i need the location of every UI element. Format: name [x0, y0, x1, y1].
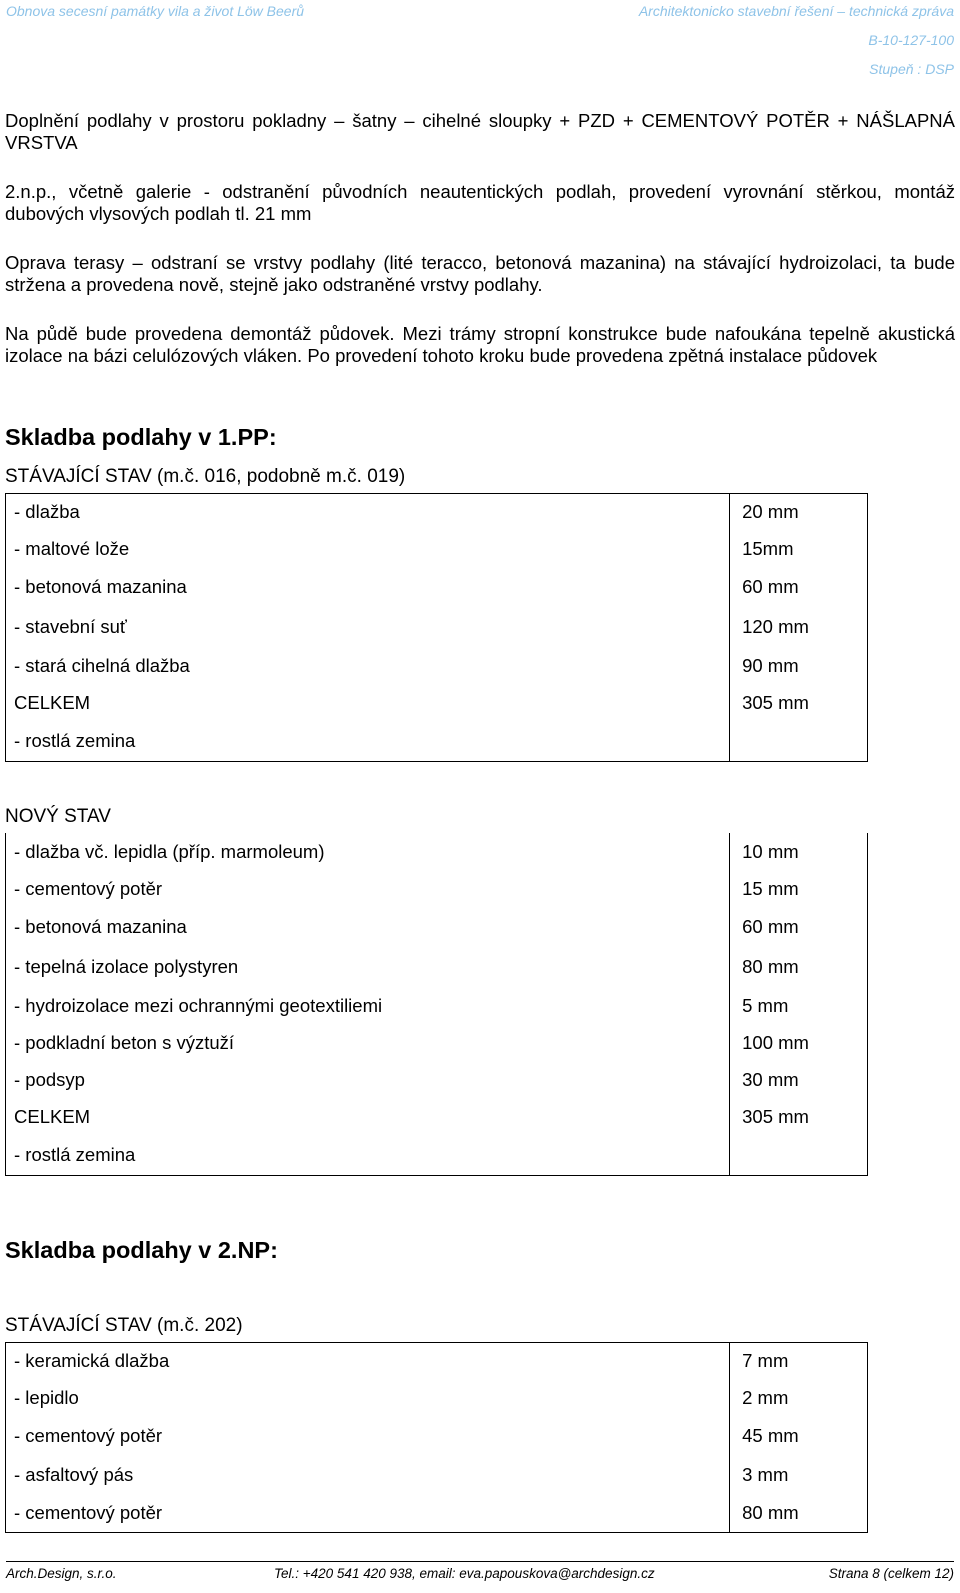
table-row	[6, 946, 868, 987]
layer-thickness: 45 mm	[730, 1417, 868, 1455]
layer-thickness: 80 mm	[730, 946, 868, 987]
table-row	[6, 1061, 868, 1098]
layer-thickness: 15 mm	[730, 870, 868, 907]
table-row	[6, 870, 868, 907]
layer-name: - maltové lože	[6, 531, 730, 568]
table-row	[6, 494, 868, 531]
header-document-code: B-10-127-100	[868, 32, 954, 48]
layer-name: - keramická dlažba	[6, 1343, 730, 1380]
layer-thickness: 7 mm	[730, 1343, 868, 1380]
table-row	[6, 722, 868, 762]
layer-thickness	[730, 1135, 868, 1175]
layer-name: - dlažba vč. lepidla (příp. marmoleum)	[6, 833, 730, 870]
layer-thickness: 30 mm	[730, 1061, 868, 1098]
table-row	[6, 1135, 868, 1175]
table-row	[6, 987, 868, 1024]
subheading-1pp-new: NOVÝ STAV	[5, 806, 111, 827]
footer-contact: Tel.: +420 541 420 938, email: eva.papouskova@archdesign.cz	[274, 1566, 655, 1581]
heading-floor-2np: Skladba podlahy v 2.NP:	[5, 1237, 278, 1263]
layer-thickness: 305 mm	[730, 685, 868, 722]
table-row	[6, 833, 868, 870]
paragraph-cashdesk-floor: Doplnění podlahy v prostoru pokladny – šatny – cihelné sloupky + PZD + CEMENTOVÝ POTĚR + NÁŠLAPNÁ VRSTVA	[5, 110, 955, 153]
header-project-title: Obnova secesní památky vila a život Löw Beerů	[6, 3, 305, 19]
layer-thickness: 3 mm	[730, 1455, 868, 1495]
layer-thickness: 60 mm	[730, 907, 868, 946]
table-row	[6, 1343, 868, 1380]
layer-name: - cementový potěr	[6, 1417, 730, 1455]
layer-name: - stavební suť	[6, 606, 730, 648]
layer-name: - cementový potěr	[6, 1495, 730, 1533]
page-header	[6, 3, 954, 77]
subheading-1pp-existing: STÁVAJÍCÍ STAV (m.č. 016, podobně m.č. 019)	[5, 466, 406, 487]
layer-name: - podsyp	[6, 1061, 730, 1098]
heading-floor-1pp: Skladba podlahy v 1.PP:	[5, 424, 277, 450]
header-report-title: Architektonicko stavební řešení – technická zpráva	[638, 3, 954, 19]
layer-name: - betonová mazanina	[6, 907, 730, 946]
table-row	[6, 685, 868, 722]
layer-thickness: 60 mm	[730, 568, 868, 606]
layer-name: - betonová mazanina	[6, 568, 730, 606]
layer-thickness: 5 mm	[730, 987, 868, 1024]
layer-name: - asfaltový pás	[6, 1455, 730, 1495]
layer-thickness: 100 mm	[730, 1024, 868, 1061]
table-2np-existing	[5, 1342, 868, 1533]
layer-thickness: 20 mm	[730, 494, 868, 531]
layer-thickness: 305 mm	[730, 1098, 868, 1135]
table-row	[6, 1024, 868, 1061]
subheading-2np-existing: STÁVAJÍCÍ STAV (m.č. 202)	[5, 1315, 243, 1336]
layer-thickness: 10 mm	[730, 833, 868, 870]
layer-name: - dlažba	[6, 494, 730, 531]
layer-thickness	[730, 722, 868, 762]
layer-thickness: 2 mm	[730, 1380, 868, 1417]
paragraph-2np-floor: 2.n.p., včetně galerie - odstranění původních neautentických podlah, provedení vyrovnání stěrkou, montáž dubových vlysových podlah tl. 21 mm	[5, 181, 955, 224]
table-row	[6, 1098, 868, 1135]
layer-name: - hydroizolace mezi ochrannými geotextiliemi	[6, 987, 730, 1024]
table-1pp-existing	[5, 493, 868, 762]
layer-name: - podkladní beton s výztuží	[6, 1024, 730, 1061]
layer-name: CELKEM	[6, 685, 730, 722]
table-row	[6, 648, 868, 685]
page-footer	[6, 1561, 954, 1582]
layer-name: - lepidlo	[6, 1380, 730, 1417]
footer-page-number: Strana 8 (celkem 12)	[828, 1566, 954, 1581]
layer-name: - cementový potěr	[6, 870, 730, 907]
table-row	[6, 531, 868, 568]
table-row	[6, 1380, 868, 1417]
table-row	[6, 1417, 868, 1455]
table-row	[6, 606, 868, 648]
header-stage: Stupeň : DSP	[869, 61, 954, 77]
layer-thickness: 120 mm	[730, 606, 868, 648]
table-row	[6, 1455, 868, 1495]
layer-name: - rostlá zemina	[6, 722, 730, 762]
layer-thickness: 80 mm	[730, 1495, 868, 1533]
table-row	[6, 907, 868, 946]
layer-name: CELKEM	[6, 1098, 730, 1135]
layer-name: - stará cihelná dlažba	[6, 648, 730, 685]
layer-thickness: 90 mm	[730, 648, 868, 685]
table-row	[6, 568, 868, 606]
paragraph-attic: Na půdě bude provedena demontáž půdovek. Mezi trámy stropní konstrukce bude nafoukána tepelně akustická izolace na bázi celulózových vláken. Po provedení tohoto kroku bude provedena zpětná instalace půdovek	[5, 323, 955, 366]
layer-name: - rostlá zemina	[6, 1135, 730, 1175]
table-1pp-new	[5, 833, 868, 1176]
paragraph-terrace-repair: Oprava terasy – odstraní se vrstvy podlahy (lité teracco, betonová mazanina) na stávající hydroizolaci, ta bude stržena a provedena nově, stejně jako odstraněné vrstvy podlahy.	[5, 252, 955, 295]
footer-company: Arch.Design, s.r.o.	[6, 1566, 117, 1581]
table-row	[6, 1495, 868, 1533]
layer-name: - tepelná izolace polystyren	[6, 946, 730, 987]
layer-thickness: 15mm	[730, 531, 868, 568]
